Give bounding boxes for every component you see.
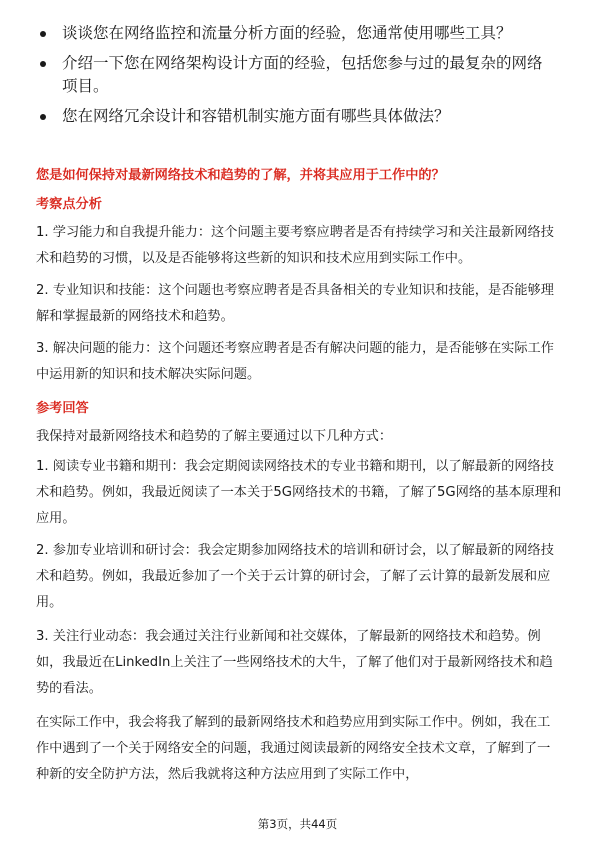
- analysis-item: 1. 学习能力和自我提升能力：这个问题主要考察应聘者是否有持续学习和关注最新网络技术和趋势的习惯，以及是否能够将这些新的知识和技术应用到实际工作中。: [36, 225, 554, 266]
- bullet-dot-icon: [40, 61, 46, 67]
- answer-item: 3. 关注行业动态：我会通过关注行业新闻和社交媒体，了解最新的网络技术和趋势。例如，我最近在LinkedIn上关注了一些网络技术的大牛，了解了他们对于最新网络技术和趋势的看法。: [36, 629, 553, 696]
- answer-intro: 我保持对最新网络技术和趋势的了解主要通过以下几种方式：: [36, 429, 393, 444]
- bullet-dot-icon: [40, 114, 46, 120]
- bullet-dot-icon: [40, 31, 46, 37]
- bullet-text: 介绍一下您在网络架构设计方面的经验，包括您参与过的最复杂的网络项目。: [62, 54, 543, 95]
- bullet-item: [36, 22, 556, 45]
- interview-question: 您是如何保持对最新网络技术和趋势的了解，并将其应用于工作中的？: [36, 168, 445, 183]
- bullet-text: 谈谈您在网络监控和流量分析方面的经验，您通常使用哪些工具？: [62, 24, 512, 42]
- analysis-item: 2. 专业知识和技能：这个问题也考察应聘者是否具备相关的专业知识和技能，是否能够理解和掌握最新的网络技术和趋势。: [36, 283, 554, 324]
- analysis-title: 考察点分析: [36, 197, 102, 212]
- answer-item: 1. 阅读专业书籍和期刊：我会定期阅读网络技术的专业书籍和期刊，以了解最新的网络技术和趋势。例如，我最近阅读了一本关于5G网络技术的书籍，了解了5G网络的基本原理和应用。: [36, 459, 562, 526]
- answer-item: 2. 参加专业培训和研讨会：我会定期参加网络技术的培训和研讨会，以了解最新的网络技术和趋势。例如，我最近参加了一个关于云计算的研讨会，了解了云计算的最新发展和应用。: [36, 543, 554, 610]
- answer-title: 参考回答: [36, 401, 89, 416]
- question-bullet-list: [36, 22, 556, 135]
- analysis-item: 3. 解决问题的能力：这个问题还考察应聘者是否有解决问题的能力，是否能够在实际工作中运用新的知识和技术解决实际问题。: [36, 341, 554, 382]
- answer-closing: 在实际工作中，我会将我了解到的最新网络技术和趋势应用到实际工作中。例如，我在工作中遇到了一个关于网络安全的问题，我通过阅读最新的网络安全技术文章，了解到了一种新的安全防护方法，然后我就将这种方法应用到了实际工作中，: [36, 715, 551, 782]
- page-number: 第3页，共44页: [257, 817, 338, 831]
- bullet-text: 您在网络冗余设计和容错机制实施方面有哪些具体做法？: [62, 107, 450, 125]
- bullet-item: [36, 52, 556, 98]
- bullet-item: [36, 105, 556, 128]
